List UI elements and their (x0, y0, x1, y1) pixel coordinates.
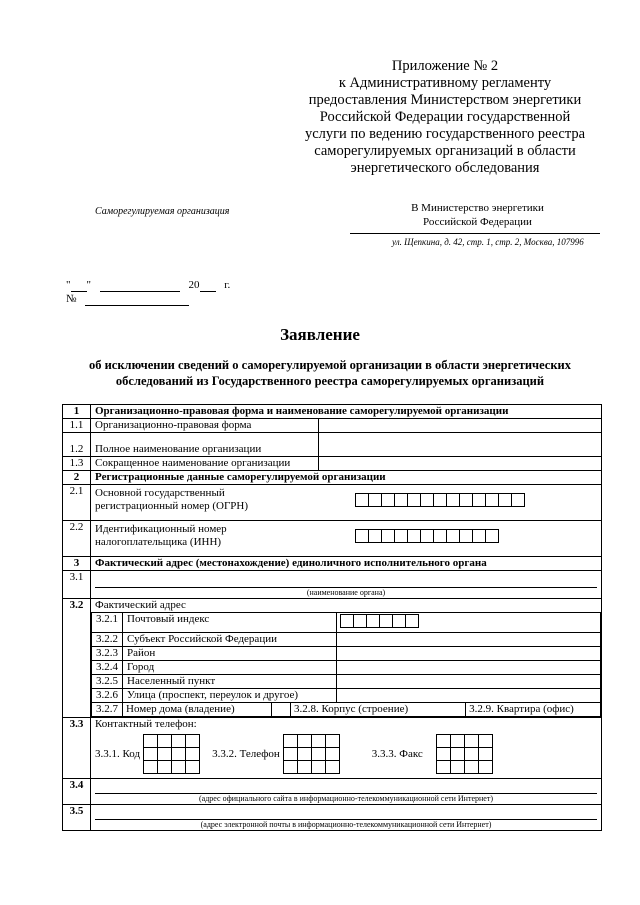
inn-input-boxes[interactable] (356, 529, 499, 543)
phone-label: 3.3.2. Телефон (212, 748, 280, 760)
appendix-header (290, 58, 600, 177)
row-number: 3.1 (63, 571, 91, 599)
form-row (63, 571, 602, 599)
address-row-number: 3.2.4 (92, 661, 123, 675)
form-row (63, 521, 602, 557)
inn-label-2: налогоплательщика (ИНН) (95, 536, 222, 548)
address-row-number: 3.2.1 (92, 613, 123, 633)
header-line: предоставления Министерством энергетики (308, 92, 582, 108)
phone-cell (91, 718, 602, 779)
inn-cell (91, 521, 602, 557)
email-field[interactable] (95, 805, 597, 820)
website-cell (91, 779, 602, 805)
row-number: 3.3 (63, 718, 91, 779)
section-1-row (63, 405, 602, 419)
korpus-field[interactable] (411, 703, 466, 716)
date-line (66, 279, 230, 292)
korpus-label: 3.2.8. Корпус (строение) (294, 703, 409, 715)
form-row (63, 805, 602, 831)
form-row (63, 457, 602, 471)
field-caption: (адрес официального сайта в информационно-телекоммуникационной сети Интернет) (198, 794, 493, 803)
row-number: 1.3 (63, 457, 91, 471)
application-form (62, 404, 602, 831)
header-line: энергетического обследования (350, 160, 540, 176)
form-row (63, 718, 602, 779)
subtitle-line-2: обследований из Государственного реестра саморегулируемых организаций (115, 374, 545, 388)
quote-open: " (66, 279, 71, 291)
ministry-addressee (370, 201, 585, 229)
number-line (66, 293, 189, 306)
website-field[interactable] (95, 779, 597, 794)
address-row (92, 633, 601, 647)
section-number: 2 (63, 471, 91, 485)
section-number: 1 (63, 405, 91, 419)
section-title: Фактический адрес (местонахождение) единоличного исполнительного органа (91, 557, 602, 571)
form-row (63, 599, 602, 718)
city-field[interactable] (337, 661, 601, 675)
full-name-field[interactable] (319, 433, 602, 457)
quote-close: " (86, 279, 91, 291)
address-row-number: 3.2.6 (92, 689, 123, 703)
row-number: 2.2 (63, 521, 91, 557)
email-cell (91, 805, 602, 831)
number-field[interactable] (85, 293, 189, 306)
ogrn-label-1: Основной государственный (95, 487, 225, 499)
form-row (63, 485, 602, 521)
sro-label: Саморегулируемая организация (95, 206, 230, 217)
address-row (92, 689, 601, 703)
form-row (63, 779, 602, 805)
ministry-address: ул. Щепкина, д. 42, стр. 1, стр. 2, Москва, 107996 (392, 237, 584, 247)
address-row-label: Район (123, 647, 337, 661)
field-caption: (наименование органа) (306, 588, 386, 597)
house-field[interactable] (272, 703, 291, 716)
ogrn-cell (91, 485, 602, 521)
code-label: 3.3.1. Код (95, 748, 141, 760)
row-number: 3.4 (63, 779, 91, 805)
row-number: 3.5 (63, 805, 91, 831)
locality-field[interactable] (337, 675, 601, 689)
ogrn-label-2: регистрационный номер (ОГРН) (95, 500, 249, 512)
address-row (92, 661, 601, 675)
row-label: Сокращенное наименование организации (91, 457, 319, 471)
code-boxes[interactable] (144, 735, 200, 774)
organ-name-field[interactable] (95, 571, 597, 588)
year-field[interactable] (200, 279, 216, 292)
ogrn-input-boxes[interactable] (356, 493, 525, 507)
kvartira-label: 3.2.9. Квартира (офис) (469, 703, 574, 715)
address-row-number: 3.2.5 (92, 675, 123, 689)
document-subtitle (60, 357, 600, 389)
row-number: 2.1 (63, 485, 91, 521)
inn-label-1: Идентификационный номер (95, 523, 227, 535)
year-suffix: г. (224, 279, 231, 291)
phone-title: Контактный телефон: (95, 718, 197, 730)
house-label: Номер дома (владение) (123, 703, 272, 716)
address-row (92, 647, 601, 661)
row-number: 1.1 (63, 419, 91, 433)
address-cell (91, 599, 602, 718)
phone-fields (95, 731, 597, 778)
house-cell (123, 703, 601, 717)
row-number: 3.2 (63, 599, 91, 718)
header-line: Приложение № 2 (391, 58, 499, 74)
organ-name-cell (91, 571, 602, 599)
fax-boxes[interactable] (437, 735, 493, 774)
document-title: Заявление (280, 325, 360, 344)
header-line: саморегулируемых организаций в области (314, 143, 576, 159)
section-3-row (63, 557, 602, 571)
form-row (63, 433, 602, 457)
row-label: Организационно-правовая форма (91, 419, 319, 433)
address-row-label: Улица (проспект, переулок и другое) (123, 689, 337, 703)
address-row-label: Город (123, 661, 337, 675)
number-label: № (66, 293, 77, 305)
fax-label: 3.3.3. Факс (371, 748, 423, 760)
address-row (92, 675, 601, 689)
address-row (92, 613, 601, 633)
header-line: Российской Федерации государственной (319, 109, 571, 125)
address-row-label: Субъект Российской Федерации (123, 633, 337, 647)
org-form-field[interactable] (319, 419, 602, 433)
address-row-number: 3.2.3 (92, 647, 123, 661)
row-label: Полное наименование организации (91, 433, 319, 457)
field-caption: (адрес электронной почты в информационно-телекоммуникационной сети Интернет) (200, 820, 492, 829)
district-field[interactable] (337, 647, 601, 661)
form-row (63, 419, 602, 433)
short-name-field[interactable] (319, 457, 602, 471)
month-field[interactable] (100, 279, 180, 292)
address-row-label: Населенный пункт (123, 675, 337, 689)
address-row-number: 3.2.2 (92, 633, 123, 647)
row-number: 1.2 (63, 433, 91, 457)
section-number: 3 (63, 557, 91, 571)
subtitle-line-1: об исключении сведений о саморегулируемой организации в области энергетических (88, 358, 571, 372)
address-table (91, 612, 601, 717)
phone-boxes[interactable] (284, 735, 340, 774)
street-field[interactable] (337, 689, 601, 703)
region-field[interactable] (337, 633, 601, 647)
ministry-line-2: Российской Федерации (423, 216, 532, 228)
year-prefix: 20 (188, 279, 200, 291)
header-line: услуги по ведению государственного реестра (304, 126, 586, 142)
address-row-number: 3.2.7 (92, 703, 123, 717)
day-field[interactable] (71, 279, 87, 292)
section-2-row (63, 471, 602, 485)
section-title: Организационно-правовая форма и наименование саморегулируемой организации (91, 405, 602, 419)
ministry-line-1: В Министерство энергетики (411, 202, 544, 214)
header-line: к Административному регламенту (338, 75, 552, 91)
section-title: Регистрационные данные саморегулируемой организации (91, 471, 602, 485)
ministry-divider (350, 233, 600, 234)
address-row (92, 703, 601, 717)
address-title: Фактический адрес (95, 599, 186, 611)
address-row-label: Почтовый индекс (123, 613, 337, 633)
postal-code-field[interactable] (337, 613, 601, 633)
